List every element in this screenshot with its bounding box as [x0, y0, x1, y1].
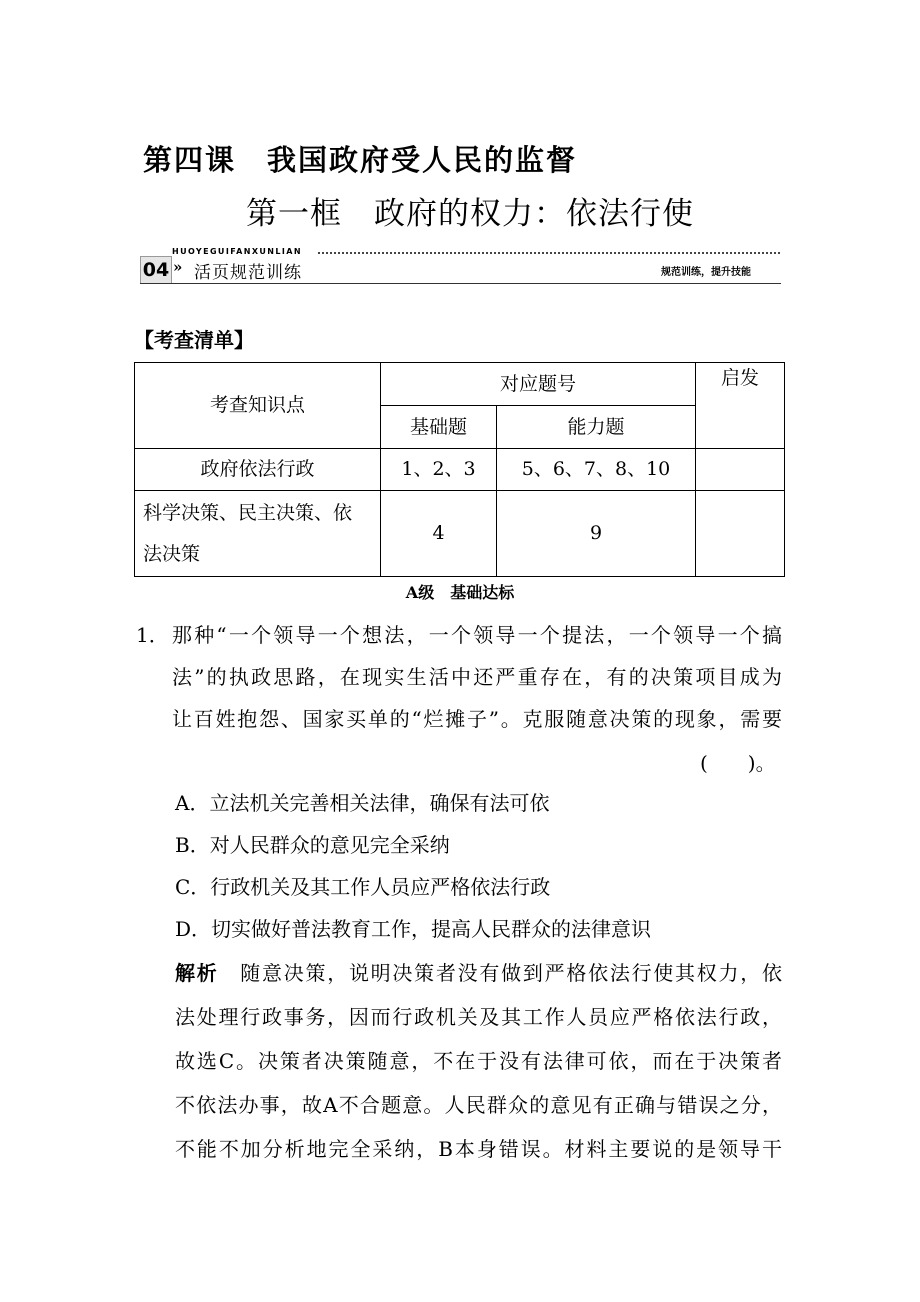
- explanation-label: 解析: [175, 961, 219, 985]
- table-row: [135, 491, 785, 577]
- table-header-row: [135, 363, 785, 406]
- question-text-line: 让百姓抱怨、国家买单的“烂摊子”。克服随意决策的现象，需要: [172, 707, 782, 731]
- answer-bracket: ( )。: [700, 751, 776, 775]
- explanation-line: 不能不加分析地完全采纳，B本身错误。材料主要说的是领导干: [175, 1137, 782, 1161]
- table-row: [135, 449, 785, 491]
- row2-point-line1: 科学决策、民主决策、依: [143, 501, 353, 524]
- question-text-line: 法”的执政思路，在现实生活中还严重存在，有的决策项目成为: [172, 665, 782, 689]
- header-inspiration: 启发: [696, 363, 785, 449]
- row1-ability: 5、6、7、8、10: [497, 449, 696, 491]
- explanation-line: [175, 952, 782, 994]
- question-number: 1．: [136, 623, 169, 647]
- double-chevron-icon: »: [173, 258, 183, 276]
- header-knowledge-point: 考查知识点: [135, 363, 381, 449]
- explanation-line: 不依法办事，故A不合题意。人民群众的意见有正确与错误之分，: [175, 1093, 782, 1117]
- explanation-line: 法处理行政事务，因而行政机关及其工作人员应严格依法行政，: [175, 1005, 782, 1029]
- row1-basic: 1、2、3: [381, 449, 497, 491]
- option-b: B．对人民群众的意见完全采纳: [175, 833, 450, 857]
- banner-pinyin: HUOYEGUIFANXUNLIAN: [172, 247, 302, 256]
- row2-basic: 4: [381, 491, 497, 577]
- header-question-numbers: 对应题号: [381, 363, 696, 406]
- row2-point-line2: 法决策: [143, 542, 201, 565]
- row2-ability: 9: [497, 491, 696, 577]
- banner-number-badge: 04: [140, 256, 172, 284]
- lesson-title: 第四课 我国政府受人民的监督: [143, 143, 578, 177]
- row2-inspiration: [696, 491, 785, 577]
- option-d: D．切实做好普法教育工作，提高人民群众的法律意识: [175, 917, 652, 941]
- option-a: A．立法机关完善相关法律，确保有法可依: [175, 791, 550, 815]
- row1-inspiration: [696, 449, 785, 491]
- header-ability: 能力题: [497, 406, 696, 449]
- level-heading: A级 基础达标: [405, 583, 515, 602]
- checklist-table: [134, 362, 785, 577]
- banner-divider: [140, 283, 781, 284]
- explanation-line: 故选C。决策者决策随意，不在于没有法律可依，而在于决策者: [175, 1049, 782, 1073]
- question-text-line: 那种“一个领导一个想法，一个领导一个提法，一个领导一个搞: [172, 623, 782, 647]
- section-title: 第一框 政府的权力：依法行使: [246, 196, 694, 232]
- banner-label: 活页规范训练: [194, 263, 302, 283]
- option-c: C．行政机关及其工作人员应严格依法行政: [175, 875, 551, 899]
- row1-point: 政府依法行政: [135, 449, 381, 491]
- checklist-heading: 【考查清单】: [134, 328, 254, 352]
- banner-dotted-rule: [318, 252, 780, 254]
- header-basic: 基础题: [381, 406, 497, 449]
- row2-point: [135, 491, 381, 577]
- banner-tagline: 规范训练，提升技能: [661, 267, 751, 278]
- explanation-text: 随意决策，说明决策者没有做到严格依法行使其权力，依: [240, 961, 783, 985]
